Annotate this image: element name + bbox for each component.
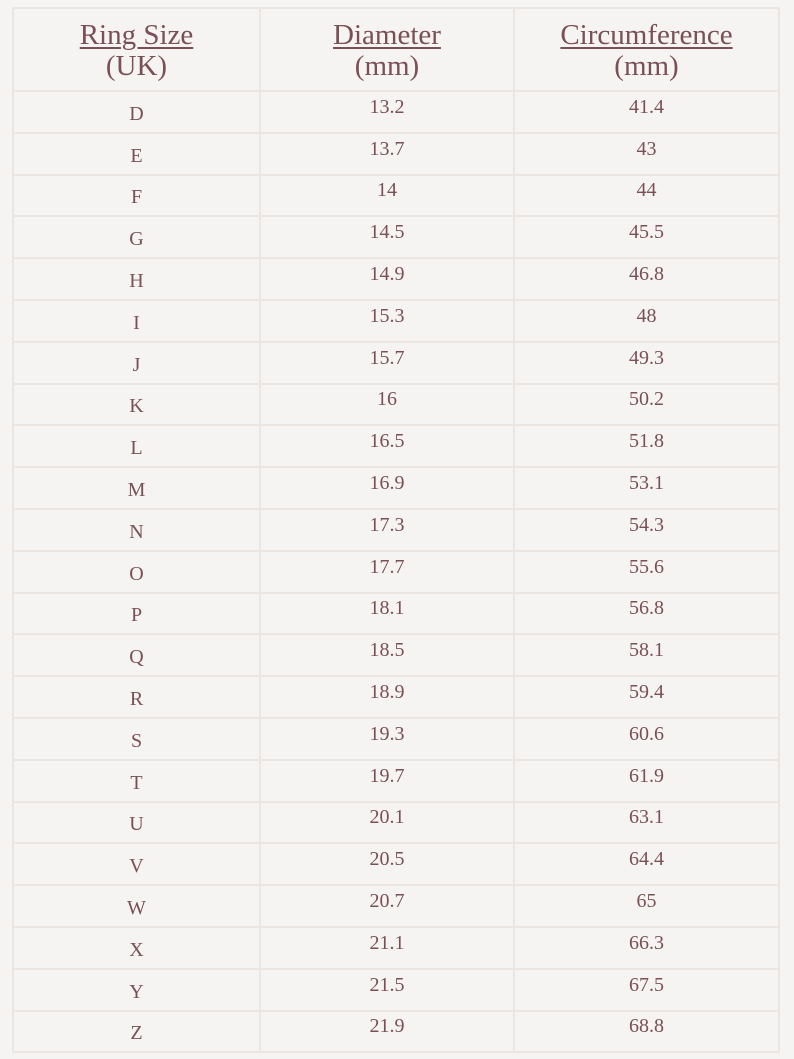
circumference-cell: 41.4 bbox=[514, 91, 779, 133]
header-unit: (UK) bbox=[105, 49, 168, 82]
diameter-cell: 17.7 bbox=[260, 551, 514, 593]
ring-size-cell: R bbox=[13, 676, 260, 718]
ring-size-cell: H bbox=[13, 258, 260, 300]
diameter-cell: 21.9 bbox=[260, 1011, 514, 1053]
diameter-cell: 20.5 bbox=[260, 843, 514, 885]
ring-size-cell: M bbox=[13, 467, 260, 509]
header-circumference bbox=[514, 8, 779, 91]
circumference-cell: 64.4 bbox=[514, 843, 779, 885]
ring-size-cell: J bbox=[13, 342, 260, 384]
header-unit: (mm) bbox=[354, 49, 420, 82]
circumference-cell: 45.5 bbox=[514, 216, 779, 258]
circumference-cell: 49.3 bbox=[514, 342, 779, 384]
table-row bbox=[13, 969, 779, 1011]
ring-size-cell: U bbox=[13, 802, 260, 844]
diameter-cell: 21.1 bbox=[260, 927, 514, 969]
ring-size-cell: W bbox=[13, 885, 260, 927]
table-row bbox=[13, 300, 779, 342]
table-row bbox=[13, 342, 779, 384]
circumference-cell: 68.8 bbox=[514, 1011, 779, 1053]
table-row bbox=[13, 216, 779, 258]
header-ring-size bbox=[13, 8, 260, 91]
table-row bbox=[13, 509, 779, 551]
diameter-cell: 19.3 bbox=[260, 718, 514, 760]
diameter-cell: 16 bbox=[260, 384, 514, 426]
ring-size-cell: K bbox=[13, 384, 260, 426]
ring-size-chart bbox=[12, 7, 778, 1052]
header-row bbox=[13, 8, 779, 91]
circumference-cell: 53.1 bbox=[514, 467, 779, 509]
table-row bbox=[13, 885, 779, 927]
ring-size-cell: P bbox=[13, 593, 260, 635]
ring-size-cell: D bbox=[13, 91, 260, 133]
diameter-cell: 16.9 bbox=[260, 467, 514, 509]
header-title: Circumference bbox=[560, 18, 733, 51]
table-body bbox=[13, 91, 779, 1052]
circumference-cell: 51.8 bbox=[514, 425, 779, 467]
circumference-cell: 61.9 bbox=[514, 760, 779, 802]
ring-size-cell: N bbox=[13, 509, 260, 551]
diameter-cell: 21.5 bbox=[260, 969, 514, 1011]
diameter-cell: 19.7 bbox=[260, 760, 514, 802]
table-row bbox=[13, 760, 779, 802]
ring-size-cell: F bbox=[13, 175, 260, 217]
ring-size-cell: S bbox=[13, 718, 260, 760]
diameter-cell: 20.1 bbox=[260, 802, 514, 844]
circumference-cell: 50.2 bbox=[514, 384, 779, 426]
table-row bbox=[13, 551, 779, 593]
table-row bbox=[13, 927, 779, 969]
circumference-cell: 55.6 bbox=[514, 551, 779, 593]
table-row bbox=[13, 802, 779, 844]
circumference-cell: 46.8 bbox=[514, 258, 779, 300]
ring-size-cell: O bbox=[13, 551, 260, 593]
header-title: Diameter bbox=[333, 18, 441, 51]
header-unit: (mm) bbox=[614, 49, 679, 82]
diameter-cell: 20.7 bbox=[260, 885, 514, 927]
table-row bbox=[13, 593, 779, 635]
circumference-cell: 67.5 bbox=[514, 969, 779, 1011]
ring-size-cell: I bbox=[13, 300, 260, 342]
diameter-cell: 18.9 bbox=[260, 676, 514, 718]
diameter-cell: 18.1 bbox=[260, 593, 514, 635]
circumference-cell: 63.1 bbox=[514, 802, 779, 844]
diameter-cell: 14.9 bbox=[260, 258, 514, 300]
ring-size-cell: X bbox=[13, 927, 260, 969]
table-row bbox=[13, 467, 779, 509]
table-row bbox=[13, 425, 779, 467]
table-row bbox=[13, 676, 779, 718]
table-row bbox=[13, 258, 779, 300]
diameter-cell: 17.3 bbox=[260, 509, 514, 551]
circumference-cell: 60.6 bbox=[514, 718, 779, 760]
circumference-cell: 59.4 bbox=[514, 676, 779, 718]
diameter-cell: 13.2 bbox=[260, 91, 514, 133]
circumference-cell: 66.3 bbox=[514, 927, 779, 969]
circumference-cell: 43 bbox=[514, 133, 779, 175]
ring-size-cell: E bbox=[13, 133, 260, 175]
ring-size-cell: T bbox=[13, 760, 260, 802]
table-row bbox=[13, 91, 779, 133]
diameter-cell: 15.7 bbox=[260, 342, 514, 384]
table-row bbox=[13, 718, 779, 760]
circumference-cell: 48 bbox=[514, 300, 779, 342]
circumference-cell: 56.8 bbox=[514, 593, 779, 635]
table-row bbox=[13, 843, 779, 885]
table-row bbox=[13, 1011, 779, 1053]
ring-size-cell: V bbox=[13, 843, 260, 885]
diameter-cell: 18.5 bbox=[260, 634, 514, 676]
circumference-cell: 65 bbox=[514, 885, 779, 927]
diameter-cell: 16.5 bbox=[260, 425, 514, 467]
ring-size-cell: Y bbox=[13, 969, 260, 1011]
circumference-cell: 54.3 bbox=[514, 509, 779, 551]
diameter-cell: 14.5 bbox=[260, 216, 514, 258]
header-title: Ring Size bbox=[79, 18, 194, 51]
diameter-cell: 15.3 bbox=[260, 300, 514, 342]
ring-size-cell: Z bbox=[13, 1011, 260, 1053]
table-row bbox=[13, 634, 779, 676]
ring-size-cell: L bbox=[13, 425, 260, 467]
circumference-cell: 58.1 bbox=[514, 634, 779, 676]
table-row bbox=[13, 133, 779, 175]
circumference-cell: 44 bbox=[514, 175, 779, 217]
header-diameter bbox=[260, 8, 514, 91]
table-row bbox=[13, 384, 779, 426]
table-row bbox=[13, 175, 779, 217]
ring-size-table bbox=[12, 7, 780, 1053]
diameter-cell: 13.7 bbox=[260, 133, 514, 175]
ring-size-cell: Q bbox=[13, 634, 260, 676]
table-header bbox=[13, 8, 779, 91]
diameter-cell: 14 bbox=[260, 175, 514, 217]
ring-size-cell: G bbox=[13, 216, 260, 258]
